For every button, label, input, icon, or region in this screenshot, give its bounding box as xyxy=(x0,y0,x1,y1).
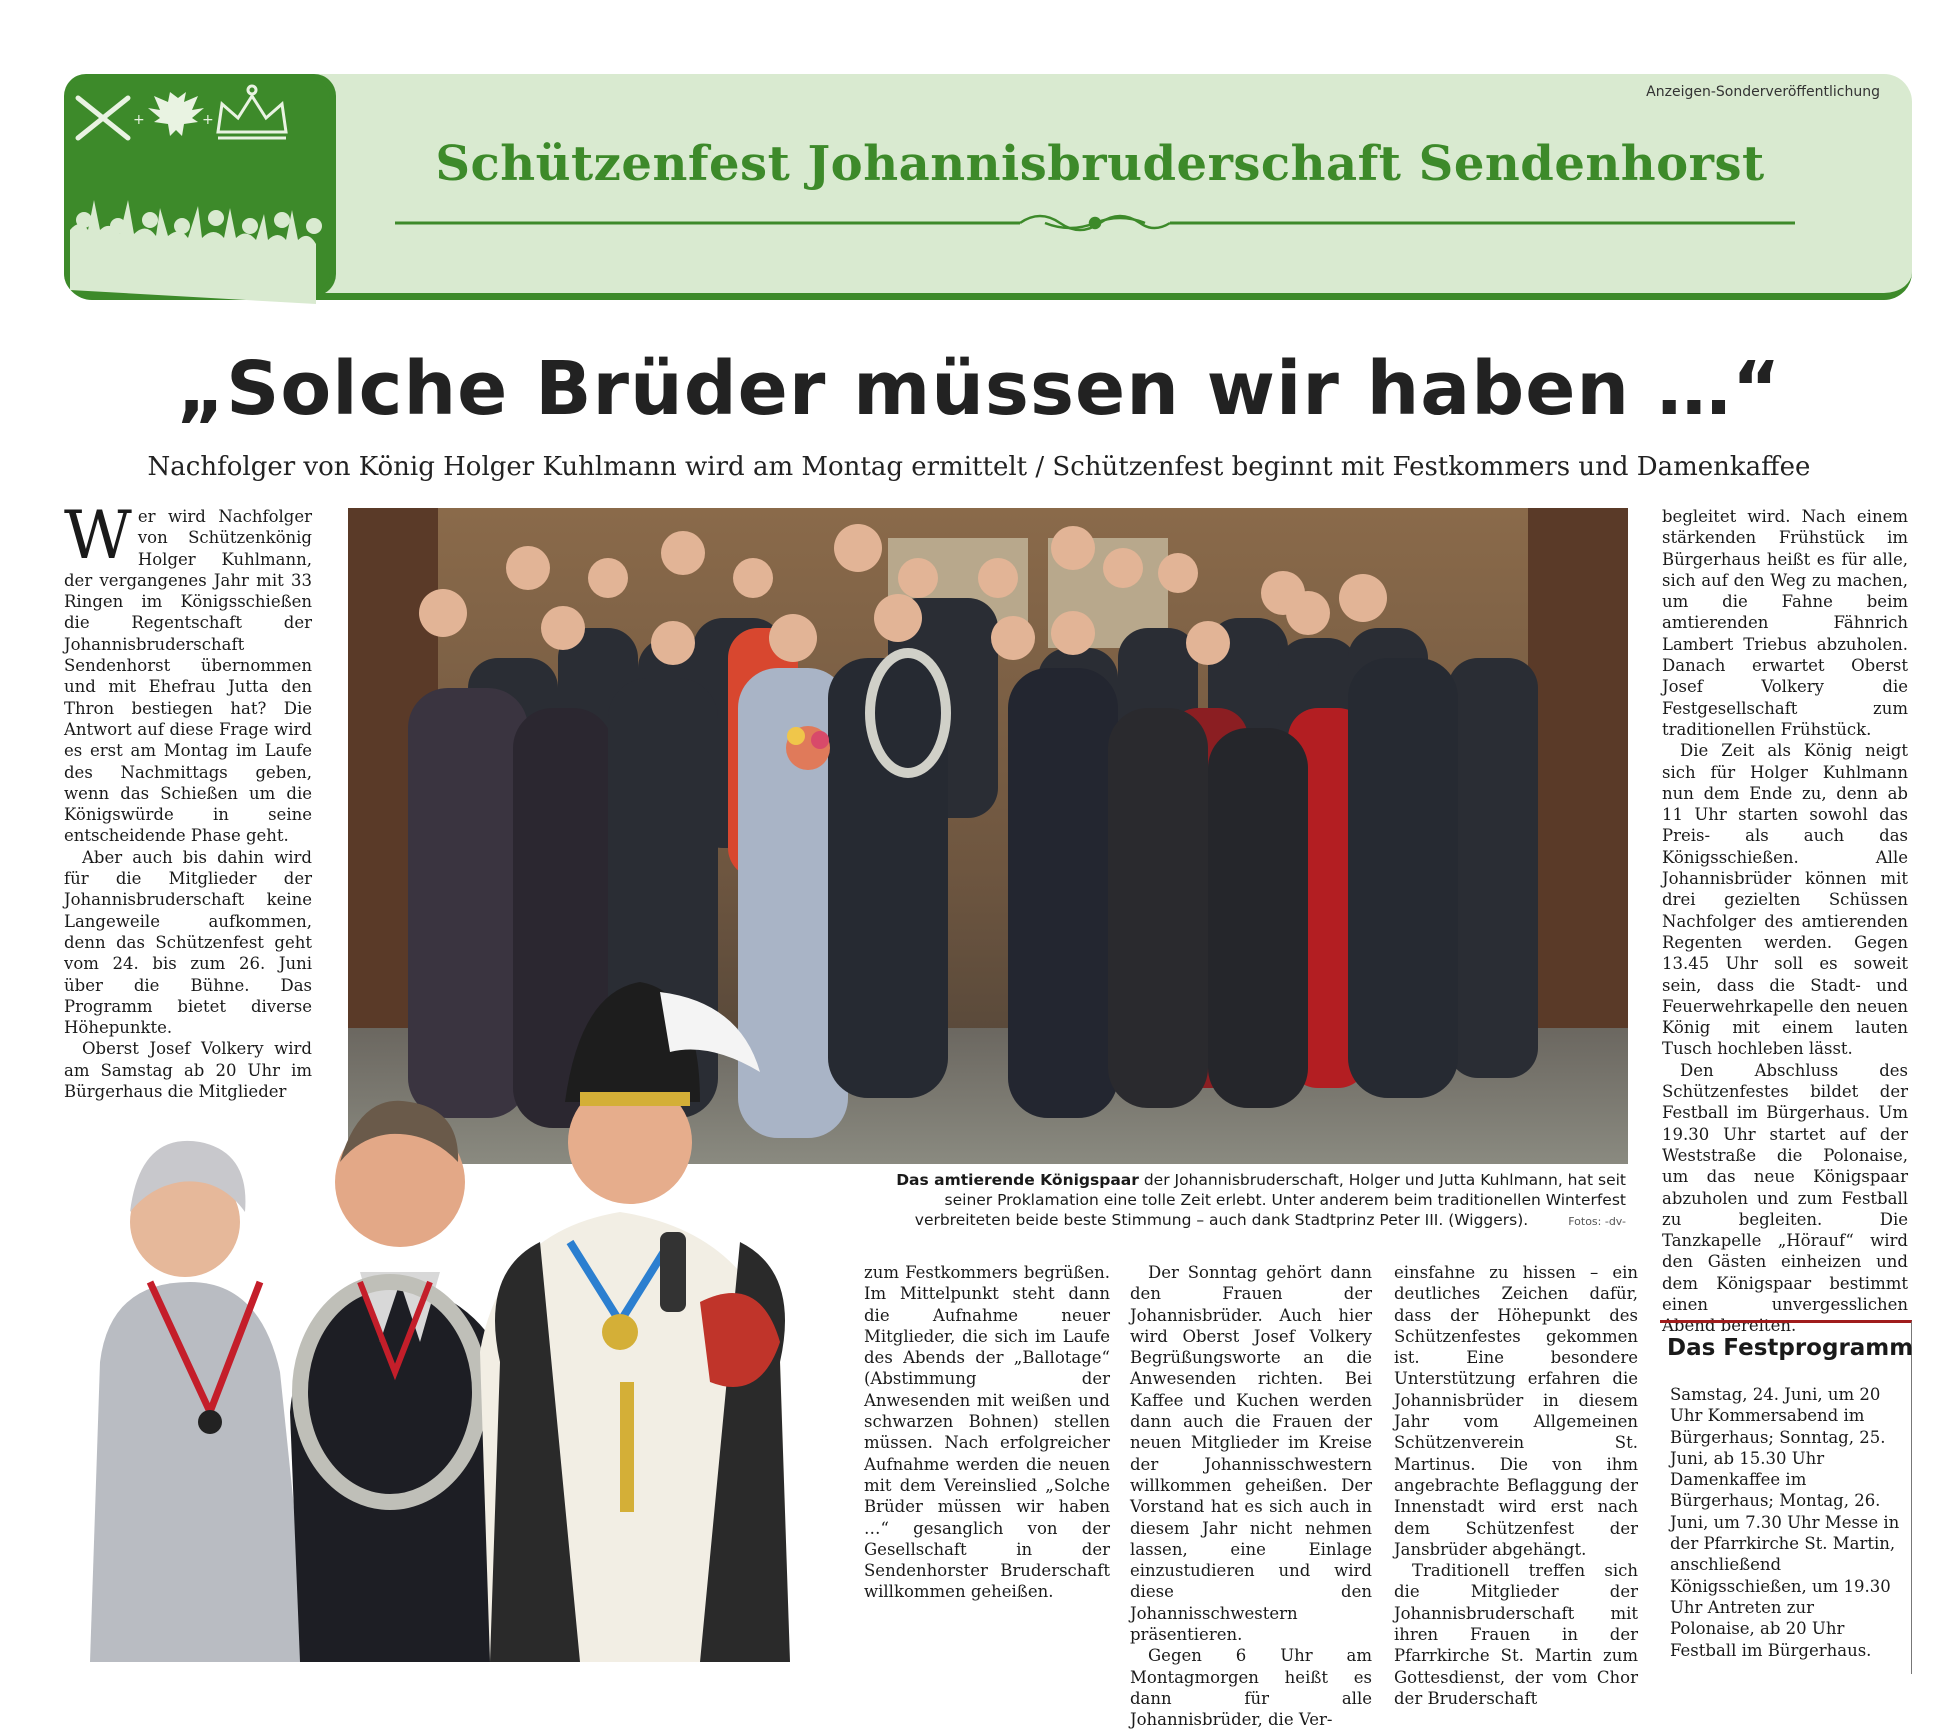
article-subheadline: Nachfolger von König Holger Kuhlmann wird am Montag ermittelt / Schützenfest beginnt mit Festkommers und Damenkaffee xyxy=(147,452,1811,482)
article-column-4 xyxy=(1394,1262,1638,1709)
paragraph: Der Sonntag gehört dann den Frauen der Johannisbrüder. Auch hier wird Oberst Josef Volkery Begrüßungsworte an die Anwesenden richten. Bei Kaffee und Kuchen werden dann auch die Frauen der neuen Mitglieder im Kreise der Johannisschwestern willkommen geheißen. Der Vorstand hat es sich auch in diesem Jahr nicht nehmen lassen, eine Einlage einzustudieren und wird diese den Johannisschwestern präsentieren. xyxy=(1130,1263,1372,1645)
supplement-label: Anzeigen-Sonderveröffentlichung xyxy=(1646,84,1880,100)
crowd-silhouette-icon xyxy=(70,200,322,304)
caption-text: der Johannisbruderschaft, Holger und Jutta Kuhlmann, hat seit seiner Proklamation eine tolle Zeit erlebt. Unter anderem beim traditionellen Winterfest verbreiteten beide beste Stimmung – auch dank Stadtprinz Peter III. (Wiggers). xyxy=(914,1171,1626,1229)
crossed-rifles-icon xyxy=(78,98,128,138)
paragraph: Gegen 6 Uhr am Montagmorgen heißt es dann für alle Johannisbrüder, die Ver- xyxy=(1130,1646,1372,1730)
paragraph: Die Zeit als König neigt sich für Holger Kuhlmann nun dem Ende zu, denn ab 11 Uhr starten sowohl das Preis- als auch das Königsschießen. Alle Johannisbrüder können mit drei gezielten Schüssen Nachfolger des amtierenden Regenten werden. Gegen 13.45 Uhr soll es soweit sein, dass die Stadt- und Feuerwehrkapelle den neuen König mit einem lauten Tusch hochleben lässt. xyxy=(1662,741,1908,1059)
paragraph: zum Festkommers begrüßen. Im Mittelpunkt steht dann die Aufnahme neuer Mitglieder, die sich im Laufe des Abends der „Ballotage“ (Abstimmung der Anwesenden mit weißen und schwarzen Bohnen) stellen müssen. Nach erfolgreicher Aufnahme werden die neuen mit dem Vereinslied „Solche Brüder müssen wir haben …“ gesanglich von der Gesellschaft in der Sendenhorster Bruderschaft willkommen geheißen. xyxy=(864,1263,1110,1602)
ornament-divider-icon xyxy=(395,208,1795,238)
crown-icon xyxy=(218,86,286,138)
svg-text:+: + xyxy=(133,112,145,128)
programme-title: Das Festprogramm xyxy=(1667,1335,1914,1361)
logo-emblem xyxy=(70,80,330,290)
paragraph: Aber auch bis dahin wird für die Mitglieder der Johannisbruderschaft keine Langeweile aufkommen, denn das Schützenfest geht vom 24. bis zum 26. Juni über die Bühne. Das Programm bietet diverse Höhepunkte. xyxy=(64,847,312,1038)
paragraph: einsfahne zu hissen – ein deutliches Zeichen dafür, dass der Höhepunkt des Schützenfestes gekommen ist. Eine besondere Unterstützung erfahren die Johannisbrüder in diesem Jahr vom Allgemeinen Schützenverein St. Martinus. Die von ihm angebrachte Beflaggung der Innenstadt wird erst nach dem Schützenfest der Jansbrüder abgehängt. xyxy=(1394,1263,1638,1559)
paragraph: begleitet wird. Nach einem stärkenden Frühstück im Bürgerhaus heißt es für alle, sich auf den Weg zu machen, um die Fahne beim amtierenden Fähnrich Lambert Triebus abzuholen. Danach erwartet Oberst Josef Volkery die Festgesellschaft zum traditionellen Frühstück. xyxy=(1662,507,1908,739)
paragraph: Oberst Josef Volkery wird am Samstag ab 20 Uhr im Bürgerhaus die Mitglieder xyxy=(64,1039,312,1102)
caption-lead: Das amtierende Königspaar xyxy=(896,1171,1139,1189)
paragraph: er wird Nachfolger von Schützenkönig Holger Kuhlmann, der vergangenes Jahr mit 33 Ringen im Königsschießen die Regentschaft der Johannisbruderschaft Sendenhorst übernommen und mit Ehefrau Jutta den Thron bestiegen hat? Die Antwort auf diese Frage wird es erst am Montag im Laufe des Nachmittags geben, wenn das Schießen um die Königswürde in seine entscheidende Phase geht. xyxy=(64,507,312,846)
photo-credit: Fotos: -dv- xyxy=(1568,1215,1626,1228)
dropcap: W xyxy=(64,497,132,574)
paragraph: Den Abschluss des Schützenfestes bildet der Festball im Bürgerhaus. Um 19.30 Uhr startet auf der Weststraße die Polonaise, um das neue Königspaar abzuholen und zum Festball zu begleiten. Die Tanzkapelle „Hörauf“ wird den Gästen einheizen und dem Königspaar bestimmt einen unvergesslichen Abend bereiten. xyxy=(1662,1060,1908,1336)
eagle-icon xyxy=(148,92,204,136)
royal-couple-photo xyxy=(60,982,920,1662)
article-column-2 xyxy=(864,1262,1110,1603)
photo-caption xyxy=(870,1170,1626,1232)
programme-text: Samstag, 24. Juni, um 20 Uhr Kommersabend im Bürgerhaus; Sonntag, 25. Juni, ab 15.30 Uhr Damenkaffee im Bürgerhaus; Montag, 26. Juni, um 7.30 Uhr Messe in der Pfarrkirche St. Martin, anschließend Königsschießen, um 19.30 Uhr Antreten zur Polonaise, ab 20 Uhr Festball im Bürgerhaus. xyxy=(1670,1385,1900,1660)
logo xyxy=(64,74,336,296)
svg-text:+: + xyxy=(202,112,214,128)
article-column-5 xyxy=(1662,506,1908,1337)
article-column-3 xyxy=(1130,1262,1372,1731)
paragraph: Traditionell treffen sich die Mitglieder der Johannisbruderschaft mit ihren Frauen in der Pfarrkirche St. Martin zum Gottesdienst, der vom Chor der Bruderschaft xyxy=(1394,1561,1638,1708)
section-title: Schützenfest Johannisbruderschaft Sendenhorst xyxy=(435,136,1765,192)
article-headline: „Solche Brüder müssen wir haben …“ xyxy=(176,346,1782,432)
